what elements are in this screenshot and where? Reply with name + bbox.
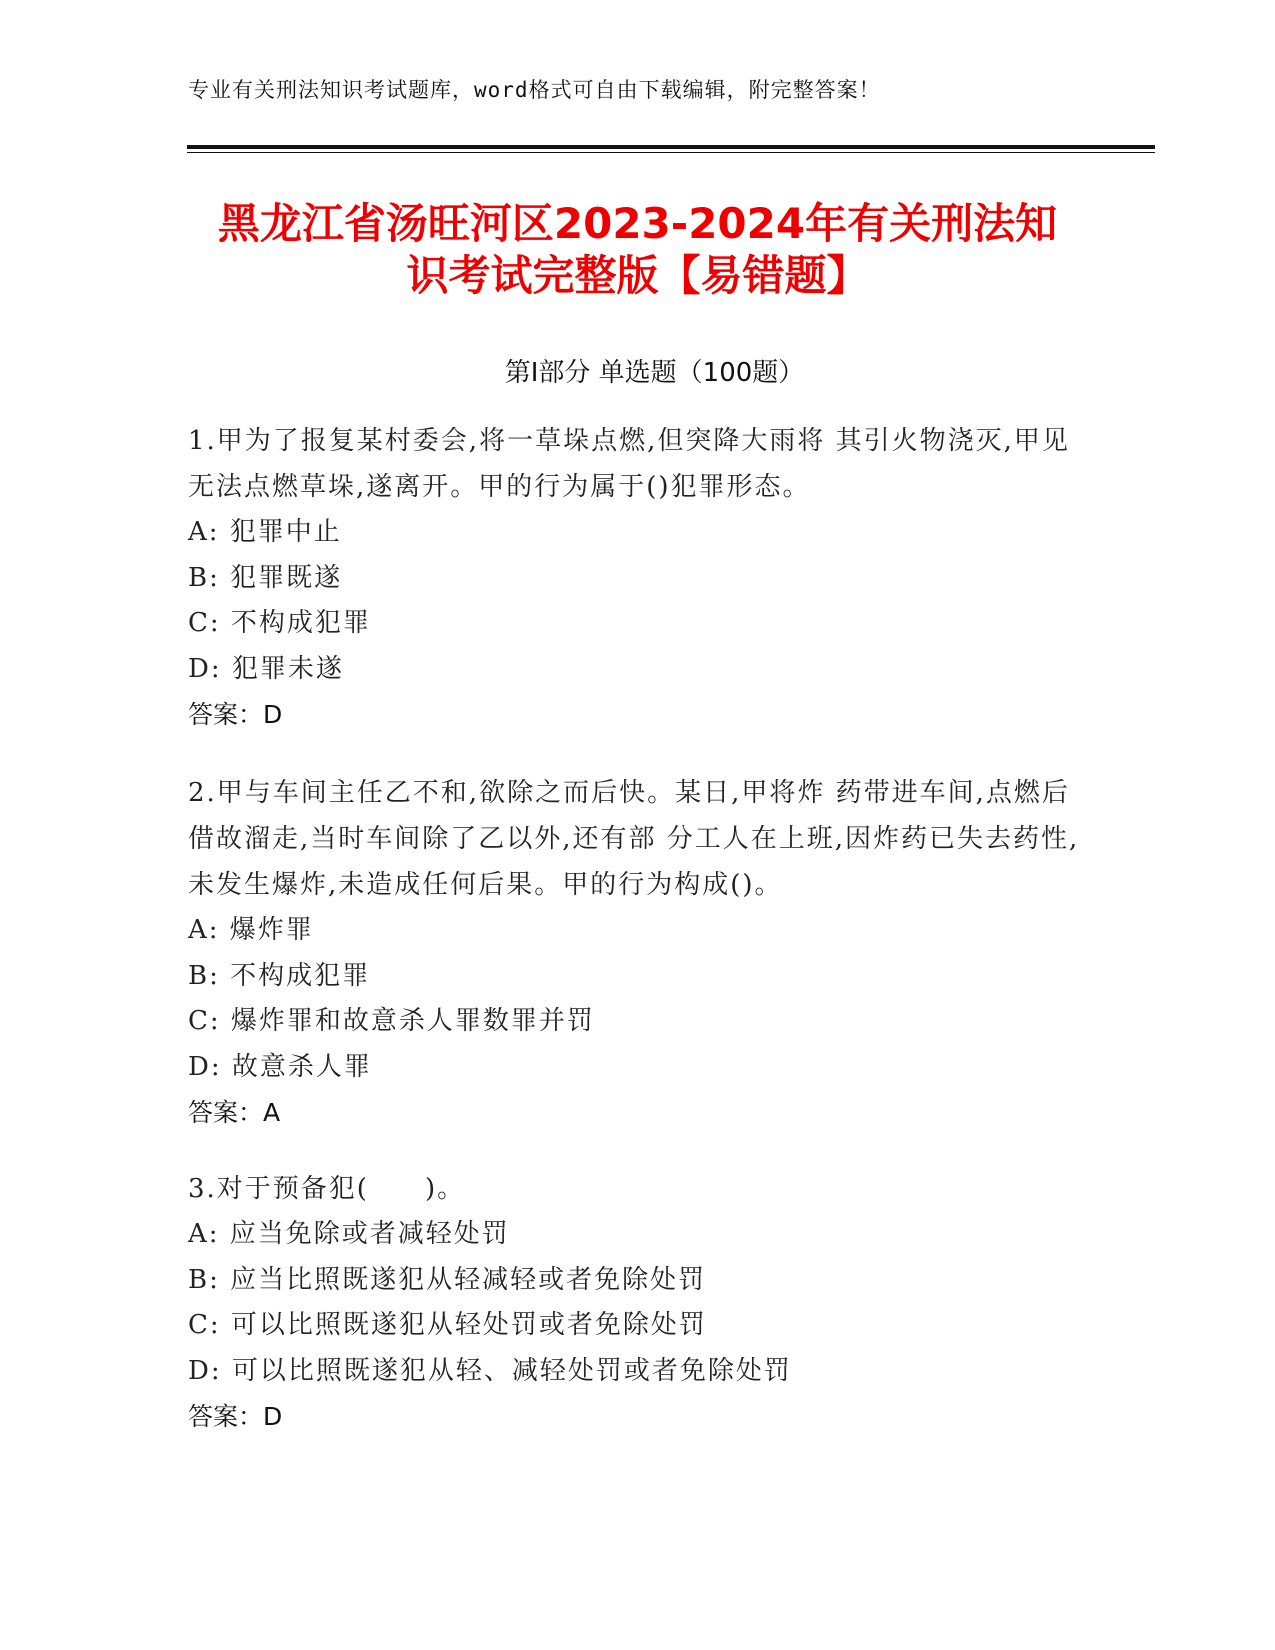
question-block bbox=[188, 770, 1088, 1136]
option-b: B: 不构成犯罪 bbox=[188, 960, 371, 991]
question-block bbox=[188, 1166, 1088, 1440]
option-b: B: 应当比照既遂犯从轻减轻或者免除处罚 bbox=[188, 1264, 707, 1295]
question-text: 3.对于预备犯( )。 bbox=[188, 1174, 466, 1204]
title-line-1: 黑龙江省汤旺河区2023-2024年有关刑法知 bbox=[217, 199, 1058, 248]
question-text: 2.甲与车间主任乙不和,欲除之而后快。某日,甲将炸 药带进车间,点燃后借故溜走,当时车间除了乙以外,还有部 分工人在上班,因炸药已失去药性,未发生爆炸,未造成任何后果。甲的行为构成()。 bbox=[188, 778, 1080, 900]
header-rule-thin bbox=[187, 152, 1155, 153]
option-c: C: 爆炸罪和故意杀人罪数罪并罚 bbox=[188, 1006, 595, 1036]
document-title bbox=[170, 198, 1105, 302]
option-a: A: 爆炸罪 bbox=[188, 915, 314, 945]
option-d: D: 犯罪未遂 bbox=[188, 653, 344, 684]
answer-label: 答案：D bbox=[188, 700, 283, 729]
title-line-2: 识考试完整版【易错题】 bbox=[406, 251, 869, 300]
header-rule-thick bbox=[187, 145, 1155, 149]
option-b: B: 犯罪既遂 bbox=[188, 562, 343, 593]
answer-label: 答案：A bbox=[188, 1098, 281, 1127]
answer-label: 答案：D bbox=[188, 1402, 283, 1431]
option-d: D: 故意杀人罪 bbox=[188, 1051, 372, 1082]
question-block bbox=[188, 418, 1088, 738]
option-d: D: 可以比照既遂犯从轻、减轻处罚或者免除处罚 bbox=[188, 1355, 792, 1386]
section-heading: 第Ⅰ部分 单选题（100题） bbox=[504, 358, 805, 388]
option-a: A: 应当免除或者减轻处罚 bbox=[188, 1219, 510, 1249]
option-c: C: 不构成犯罪 bbox=[188, 608, 371, 638]
header-note: 专业有关刑法知识考试题库，word格式可自由下载编辑，附完整答案！ bbox=[188, 78, 881, 102]
option-a: A: 犯罪中止 bbox=[188, 517, 342, 547]
question-text: 1.甲为了报复某村委会,将一草垛点燃,但突降大雨将 其引火物浇灭,甲见无法点燃草垛,遂离开。甲的行为属于()犯罪形态。 bbox=[188, 426, 1070, 502]
option-c: C: 可以比照既遂犯从轻处罚或者免除处罚 bbox=[188, 1310, 707, 1340]
